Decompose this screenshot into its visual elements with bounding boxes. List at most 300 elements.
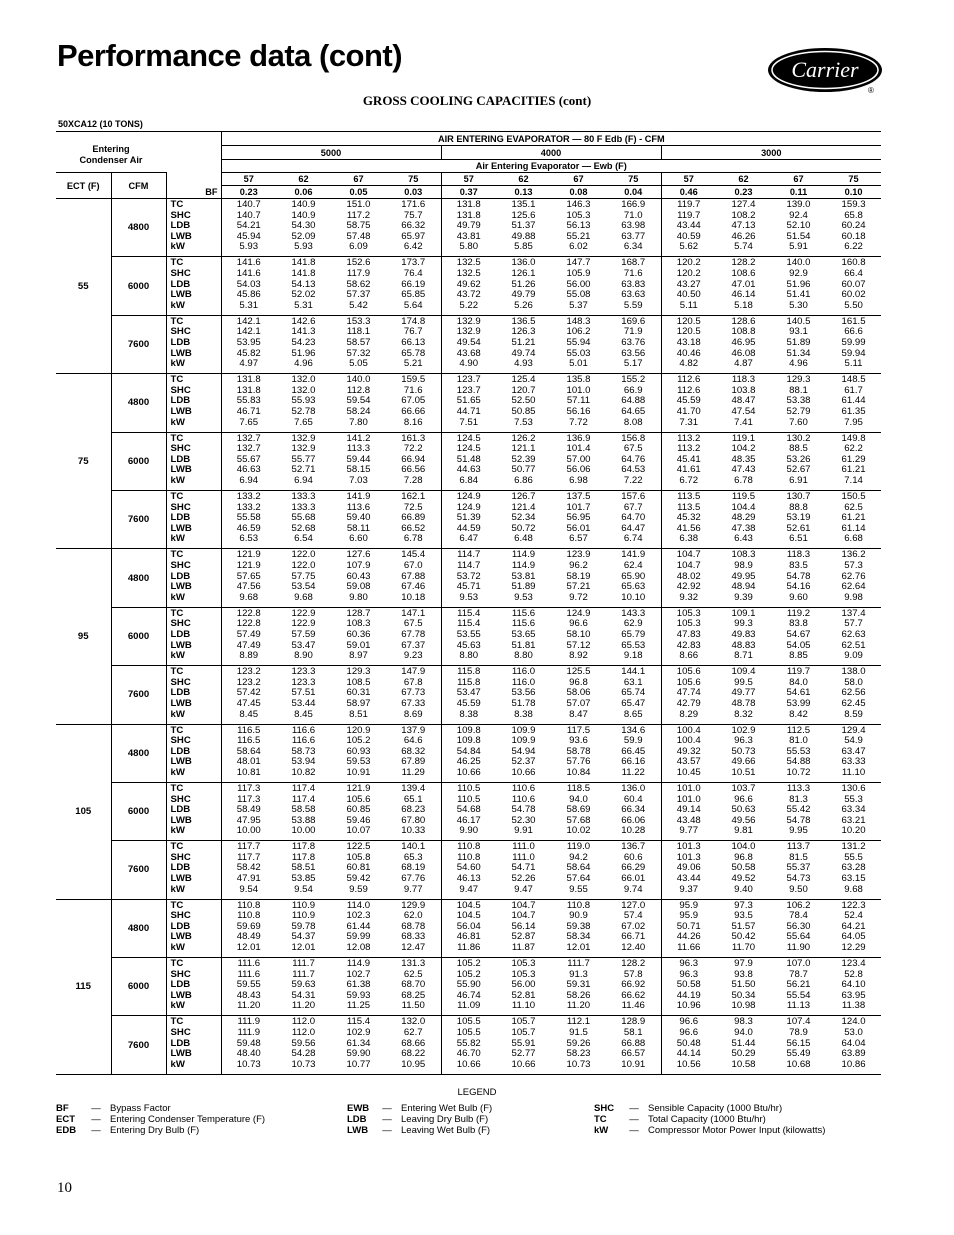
data-value: 96.6 <box>734 793 753 805</box>
data-value: 6.74 <box>623 533 643 545</box>
data-value: 112.5 <box>786 724 811 736</box>
data-value: 5.91 <box>789 241 808 253</box>
data-value: 55.94 <box>566 336 591 348</box>
data-value: 108.3 <box>731 549 756 561</box>
data-value: 9.50 <box>789 883 808 895</box>
data-value: 132.9 <box>291 443 316 455</box>
data-value: 66.56 <box>401 464 426 476</box>
data-value: 65.3 <box>403 851 423 863</box>
data-value: 105.5 <box>456 1016 481 1028</box>
page-number: 10 <box>57 1180 72 1196</box>
row-label: kW <box>170 825 185 837</box>
data-value: 64.10 <box>841 979 866 991</box>
data-cell <box>606 490 661 548</box>
data-value: 108.6 <box>731 267 756 279</box>
data-value: 64.70 <box>621 512 646 524</box>
row-label: TC <box>170 257 184 269</box>
data-value: 117.3 <box>237 782 261 794</box>
data-value: 97.3 <box>734 899 753 911</box>
legend-key: kW <box>594 1125 609 1136</box>
data-value: 7.31 <box>679 416 699 428</box>
data-value: 59.55 <box>236 979 261 991</box>
data-value: 57.00 <box>566 453 591 465</box>
data-value: 54.61 <box>786 687 811 699</box>
data-value: 9.37 <box>679 883 699 895</box>
data-value: 61.14 <box>841 522 866 534</box>
data-value: 63.76 <box>621 336 646 348</box>
data-value: 54.84 <box>456 745 481 757</box>
legend-dash: — <box>91 1125 101 1136</box>
legend-item <box>56 1125 265 1136</box>
cfm-value: 6000 <box>111 257 166 315</box>
data-value: 142.1 <box>236 315 261 327</box>
data-value: 62.5 <box>844 501 863 513</box>
data-value: 113.5 <box>677 501 701 513</box>
data-cell <box>386 315 441 373</box>
data-value: 128.9 <box>621 1016 646 1028</box>
evaporator-cfm-header: AIR ENTERING EVAPORATOR — 80 F Edb (F) - CFM <box>221 132 881 146</box>
cfm-value: 6000 <box>111 958 166 1016</box>
data-value: 117.4 <box>291 793 316 805</box>
cfm-value: 4800 <box>111 899 166 957</box>
data-value: 96.3 <box>679 968 699 980</box>
data-cell <box>441 607 496 665</box>
data-value: 52.09 <box>291 230 316 242</box>
data-value: 146.3 <box>566 199 591 210</box>
data-value: 58.49 <box>236 804 261 816</box>
data-cell <box>771 958 826 1016</box>
data-cell <box>606 315 661 373</box>
data-value: 96.8 <box>734 851 753 863</box>
data-cell <box>606 782 661 840</box>
data-value: 93.5 <box>734 910 753 922</box>
bf-value: 0.03 <box>404 187 423 197</box>
data-value: 66.62 <box>621 989 646 1001</box>
data-value: 67.33 <box>401 697 426 709</box>
data-value: 57.65 <box>236 570 261 582</box>
data-value: 67.37 <box>401 639 426 651</box>
legend-desc: Entering Condenser Temperature (F) <box>110 1114 266 1125</box>
data-value: 58.24 <box>346 405 371 417</box>
data-value: 46.59 <box>236 522 261 534</box>
data-cell <box>826 666 881 724</box>
ewb-value: 57 <box>441 173 496 186</box>
data-cell <box>716 257 771 315</box>
data-value: 125.6 <box>511 209 536 221</box>
data-value: 45.32 <box>676 512 701 524</box>
row-label: LWB <box>170 522 192 534</box>
data-value: 141.2 <box>346 432 371 444</box>
data-value: 113.7 <box>786 841 811 853</box>
row-labels <box>166 958 221 1016</box>
data-value: 48.35 <box>731 453 756 465</box>
row-label: TC <box>170 782 184 794</box>
data-value: 139.4 <box>401 782 426 794</box>
data-value: 129.3 <box>346 666 371 678</box>
data-cell <box>331 315 386 373</box>
data-value: 59.93 <box>346 989 371 1001</box>
row-label: TC <box>170 841 184 853</box>
data-value: 93.6 <box>569 735 588 747</box>
data-value: 53.47 <box>456 687 481 699</box>
data-value: 59.99 <box>841 336 866 348</box>
data-value: 48.49 <box>236 931 261 943</box>
data-value: 11.25 <box>346 1000 371 1012</box>
data-value: 147.9 <box>401 666 426 678</box>
data-value: 42.92 <box>676 581 701 593</box>
data-value: 59.31 <box>566 979 591 991</box>
data-value: 57.8 <box>623 968 643 980</box>
data-value: 104.0 <box>731 841 756 853</box>
data-value: 156.8 <box>621 432 646 444</box>
data-value: 105.3 <box>511 968 536 980</box>
data-value: 57.4 <box>623 910 643 922</box>
data-value: 58.06 <box>566 687 591 699</box>
data-value: 10.66 <box>456 1058 481 1070</box>
data-value: 128.6 <box>731 315 756 327</box>
data-cell <box>826 841 881 899</box>
data-value: 50.77 <box>511 464 536 476</box>
data-value: 131.2 <box>841 841 866 853</box>
data-value: 67.46 <box>401 581 426 593</box>
data-value: 8.97 <box>349 650 368 662</box>
data-value: 7.03 <box>349 474 368 486</box>
table-row <box>56 432 881 490</box>
data-value: 50.58 <box>731 862 756 874</box>
ewb-value: 57 <box>661 173 716 186</box>
data-cell <box>606 1016 661 1074</box>
bf-value: 0.04 <box>624 187 643 197</box>
data-cell <box>551 490 606 548</box>
data-value: 10.18 <box>401 591 426 603</box>
data-value: 66.06 <box>621 814 646 826</box>
data-cell <box>661 724 716 782</box>
data-value: 65.47 <box>621 697 646 709</box>
data-value: 54.31 <box>291 989 316 1001</box>
data-value: 54.05 <box>786 639 811 651</box>
data-value: 124.9 <box>456 501 481 513</box>
data-value: 51.89 <box>511 581 536 593</box>
data-value: 51.26 <box>511 278 536 290</box>
data-value: 55.53 <box>786 745 811 757</box>
data-value: 50.73 <box>731 745 756 757</box>
data-cell <box>441 315 496 373</box>
data-value: 65.90 <box>621 570 646 582</box>
entering-label: Entering <box>92 144 130 154</box>
data-value: 55.58 <box>236 512 261 524</box>
data-value: 51.39 <box>456 512 481 524</box>
data-value: 96.3 <box>734 735 753 747</box>
data-value: 10.20 <box>841 825 866 837</box>
data-value: 78.9 <box>789 1027 808 1039</box>
data-value: 169.6 <box>621 315 646 327</box>
data-value: 63.83 <box>621 278 646 290</box>
data-value: 152.6 <box>346 257 371 269</box>
data-cell <box>826 199 881 257</box>
data-value: 157.6 <box>621 490 646 502</box>
data-value: 129.3 <box>786 374 811 386</box>
data-value: 5.62 <box>679 241 699 253</box>
data-value: 44.26 <box>676 931 701 943</box>
data-value: 58.23 <box>566 1048 591 1060</box>
ect-value: 105 <box>56 724 111 899</box>
data-value: 11.20 <box>566 1000 591 1012</box>
row-label: kW <box>170 299 185 311</box>
data-cell <box>771 899 826 957</box>
data-value: 66.9 <box>623 384 643 396</box>
data-value: 61.44 <box>346 920 371 932</box>
data-value: 46.71 <box>236 405 261 417</box>
legend-item <box>347 1125 492 1136</box>
data-cell <box>331 841 386 899</box>
data-value: 48.94 <box>731 581 756 593</box>
data-value: 101.3 <box>676 841 701 853</box>
data-cell <box>716 432 771 490</box>
data-value: 148.3 <box>566 315 591 327</box>
legend-desc: Entering Wet Bulb (F) <box>401 1103 493 1114</box>
data-value: 122.5 <box>346 841 371 853</box>
data-value: 50.58 <box>676 979 701 991</box>
row-label: kW <box>170 474 185 486</box>
data-value: 65.74 <box>621 687 646 699</box>
data-value: 143.3 <box>621 607 646 619</box>
data-cell <box>276 724 331 782</box>
ewb-value: 62 <box>716 173 771 186</box>
data-value: 65.85 <box>401 289 426 301</box>
logo-text: Carrier <box>791 57 859 82</box>
data-value: 137.4 <box>841 607 866 619</box>
data-value: 116.5 <box>237 735 261 747</box>
data-cell <box>826 607 881 665</box>
data-value: 132.5 <box>456 257 481 269</box>
data-value: 55.42 <box>786 804 811 816</box>
data-cell <box>551 257 606 315</box>
data-value: 100.4 <box>676 724 701 736</box>
data-value: 104.7 <box>511 899 536 911</box>
data-value: 10.72 <box>786 766 811 778</box>
data-value: 52.81 <box>511 989 536 1001</box>
data-value: 102.9 <box>731 724 756 736</box>
data-value: 10.86 <box>841 1058 866 1070</box>
table-row <box>56 899 881 957</box>
data-value: 59.48 <box>236 1037 261 1049</box>
legend-key: EWB <box>347 1103 370 1114</box>
data-cell <box>606 432 661 490</box>
data-value: 141.6 <box>236 267 261 279</box>
data-value: 76.7 <box>403 326 423 338</box>
data-value: 9.55 <box>569 883 588 895</box>
data-cell <box>496 958 551 1016</box>
data-value: 66.16 <box>621 756 646 768</box>
data-value: 54.88 <box>786 756 811 768</box>
data-cell <box>661 199 716 257</box>
data-value: 57.11 <box>566 395 591 407</box>
data-value: 57.37 <box>346 289 371 301</box>
data-value: 62.64 <box>841 581 866 593</box>
data-value: 46.70 <box>456 1048 481 1060</box>
data-value: 9.47 <box>514 883 533 895</box>
data-value: 137.5 <box>566 490 591 502</box>
data-value: 58.58 <box>291 804 316 816</box>
data-value: 53.19 <box>786 512 811 524</box>
data-value: 63.28 <box>841 862 866 874</box>
legend-column-3 <box>594 1103 825 1136</box>
data-value: 141.6 <box>236 257 261 269</box>
data-value: 104.7 <box>511 910 536 922</box>
legend-key: BF <box>56 1103 69 1114</box>
data-value: 11.20 <box>237 1000 261 1012</box>
data-cell <box>221 1016 276 1074</box>
entering-condenser-air-header <box>56 132 166 173</box>
data-value: 124.5 <box>456 443 481 455</box>
data-value: 8.80 <box>459 650 479 662</box>
data-value: 55.93 <box>291 395 316 407</box>
data-value: 114.9 <box>511 549 536 561</box>
data-value: 51.37 <box>511 220 536 232</box>
data-value: 6.48 <box>514 533 533 545</box>
legend-dash: — <box>382 1103 392 1114</box>
data-cell <box>221 549 276 607</box>
data-value: 56.01 <box>566 522 591 534</box>
data-value: 56.21 <box>786 979 811 991</box>
data-value: 57.51 <box>291 687 316 699</box>
data-cell <box>276 257 331 315</box>
data-value: 135.8 <box>566 374 591 386</box>
data-value: 49.79 <box>456 220 481 232</box>
data-value: 10.07 <box>346 825 371 837</box>
data-value: 53.26 <box>786 453 811 465</box>
data-value: 51.48 <box>456 453 481 465</box>
data-cell <box>221 432 276 490</box>
data-value: 62.7 <box>403 1027 423 1039</box>
data-value: 45.59 <box>676 395 701 407</box>
data-value: 12.29 <box>841 942 866 954</box>
data-value: 133.2 <box>236 501 261 513</box>
data-value: 132.9 <box>291 432 316 444</box>
data-value: 52.67 <box>786 464 811 476</box>
data-value: 7.22 <box>623 474 643 486</box>
data-value: 111.7 <box>567 958 590 970</box>
data-cell <box>276 899 331 957</box>
data-value: 6.78 <box>403 533 423 545</box>
row-label: SHC <box>170 735 191 747</box>
data-value: 123.7 <box>456 374 481 386</box>
data-value: 119.2 <box>786 607 811 619</box>
data-value: 122.9 <box>291 618 316 630</box>
bf-row-label: BF <box>166 186 221 199</box>
data-value: 64.88 <box>621 395 646 407</box>
data-value: 4.97 <box>239 358 259 370</box>
data-value: 120.5 <box>676 315 701 327</box>
data-value: 111.6 <box>237 958 261 970</box>
data-value: 141.8 <box>291 257 316 269</box>
data-value: 160.8 <box>841 257 866 269</box>
data-value: 52.71 <box>291 464 316 476</box>
row-labels <box>166 549 221 607</box>
data-value: 131.8 <box>456 209 481 221</box>
row-label: SHC <box>170 559 191 571</box>
data-cell <box>661 841 716 899</box>
data-value: 12.01 <box>236 942 261 954</box>
data-value: 8.80 <box>514 650 533 662</box>
data-value: 66.4 <box>844 267 863 279</box>
cfm-value: 6000 <box>111 607 166 665</box>
data-value: 63.98 <box>621 220 646 232</box>
data-cell <box>386 257 441 315</box>
data-value: 124.9 <box>456 490 481 502</box>
data-value: 59.08 <box>346 581 371 593</box>
data-value: 10.81 <box>236 766 261 778</box>
data-cell <box>441 199 496 257</box>
row-label: TC <box>170 899 184 911</box>
data-value: 48.01 <box>236 756 261 768</box>
data-cell <box>716 899 771 957</box>
data-value: 113.3 <box>786 782 811 794</box>
data-value: 59.42 <box>346 873 371 885</box>
data-value: 112.1 <box>566 1016 591 1028</box>
data-value: 59.01 <box>346 639 371 651</box>
data-value: 122.9 <box>291 607 316 619</box>
data-cell <box>496 432 551 490</box>
data-value: 55.21 <box>566 230 591 242</box>
data-value: 11.10 <box>511 1000 536 1012</box>
data-value: 76.4 <box>403 267 423 279</box>
data-cell <box>771 374 826 432</box>
data-value: 8.45 <box>294 708 313 720</box>
data-value: 105.2 <box>346 735 371 747</box>
data-value: 117.7 <box>237 841 261 853</box>
data-value: 58.1 <box>623 1027 643 1039</box>
data-value: 56.06 <box>566 464 591 476</box>
data-value: 4.82 <box>679 358 699 370</box>
data-value: 41.56 <box>676 522 701 534</box>
data-value: 55.08 <box>566 289 591 301</box>
data-value: 4.96 <box>789 358 808 370</box>
data-cell <box>331 374 386 432</box>
data-value: 133.3 <box>291 490 316 502</box>
data-value: 91.5 <box>569 1027 588 1039</box>
data-value: 56.14 <box>511 920 536 932</box>
data-value: 117.2 <box>346 209 371 221</box>
data-value: 49.06 <box>676 862 701 874</box>
data-value: 5.17 <box>623 358 643 370</box>
data-value: 52.68 <box>291 522 316 534</box>
table-row <box>56 199 881 257</box>
data-value: 10.66 <box>511 766 536 778</box>
data-cell <box>551 374 606 432</box>
cfm-group-3000: 3000 <box>661 146 881 160</box>
data-value: 123.2 <box>236 676 261 688</box>
data-value: 63.95 <box>841 989 866 1001</box>
data-value: 7.60 <box>789 416 808 428</box>
data-value: 6.57 <box>569 533 588 545</box>
data-value: 6.02 <box>569 241 588 253</box>
data-value: 9.54 <box>294 883 313 895</box>
data-cell <box>496 607 551 665</box>
ect-value: 115 <box>56 899 111 1074</box>
data-value: 60.18 <box>841 230 866 242</box>
data-value: 11.09 <box>457 1000 481 1012</box>
data-value: 140.7 <box>236 199 261 210</box>
data-cell <box>331 1016 386 1074</box>
data-value: 132.0 <box>291 374 316 386</box>
legend-item <box>594 1114 825 1125</box>
data-value: 48.29 <box>731 512 756 524</box>
data-value: 130.2 <box>786 432 811 444</box>
data-value: 58.19 <box>566 570 591 582</box>
data-value: 59.38 <box>566 920 591 932</box>
data-value: 9.54 <box>239 883 259 895</box>
